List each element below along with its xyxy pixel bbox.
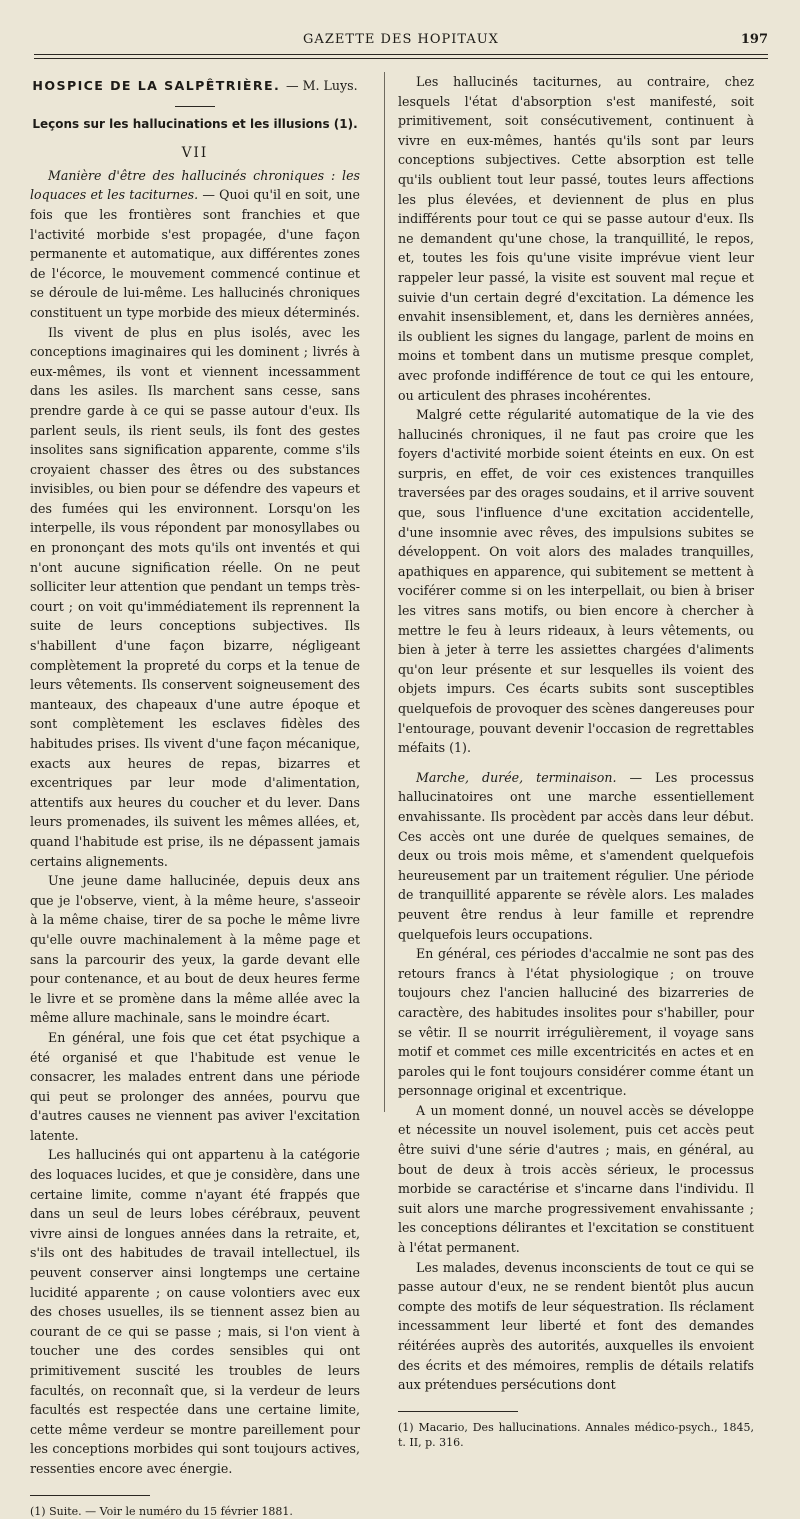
paragraph-heading: Marche, durée, terminaison. [416,769,617,785]
paragraph: Ils vivent de plus en plus isolés, avec les conceptions imaginaires qui les dominent ; livrés à eux-mêmes, ils vont et viennent incessamment dans les asiles. Ils marchent sans cesse, sans prendre garde à ce qui se passe autour d'eux. Ils parlent seuls, ils rient seuls, ils font des gestes insolites sans signification apparente, comme s'ils croyaient chasser des êtres ou des substances invisibles, ou bien pour se défendre des vapeurs et des fumées qui les environnent. Lorsqu'on les interpelle, ils vous répondent par monosyllabes ou en prononçant des mots qu'ils ont inventés et qui n'ont aucune signification réelle. On ne peut solliciter leur attention que pendant un temps très-court ; on voit qu'immédiatement ils reprennent la suite de leurs conceptions subjectives. Ils s'habillent d'une façon bizarre, négligeant complètement la propreté du corps et la tenue de leurs vêtements. Ils conservent soigneusement des manteaux, des chapeaux d'une autre époque et sont complètement les esclaves fidèles des habitudes prises. Ils vivent d'une façon mécanique, exacts aux heures de repas, bizarres et excentriques par leur mode d'alimentation, attentifs aux heures du coucher et du lever. Dans leurs promenades, ils suivent les mêmes allées, et, quand l'habitude est prise, ils ne dépassent jamais certains alignements. [30,324,360,869]
paragraph: En général, une fois que cet état psychique a été organisé et que l'habitude est venue le consacrer, les malades entrent dans une période qui peut se prolonger des années, pourvu que d'autres causes ne viennent pas aviver l'excitation latente. [30,1029,360,1143]
footnote-rule [398,1411,518,1412]
footnote-rule [30,1495,150,1496]
paragraph: Manière d'être des hallucinés chroniques : les loquaces et les taciturnes. — Quoi qu'il en soit, une fois que les frontières sont franchies et que l'activité morbide s'est propagée, d'une façon permanente et automatique, aux différentes zones de l'écorce, le mouvement commencé continue et se déroule de lui-même. Les hallucinés chroniques constituent un type morbide des mieux déterminés. [30,167,360,320]
column-divider [384,72,385,1112]
footnote: (1) Macario, Des hallucinations. Annales médico-psych., 1845, t. II, p. 316. [398,1420,754,1449]
section-title [30,76,360,96]
page-header [34,30,768,50]
journal-title: GAZETTE DES HOPITAUX [303,32,499,47]
paragraph: Les hallucinés taciturnes, au contraire, chez lesquels l'état d'absorption s'est manifesté, soit primitivement, soit consécutivement, continuent à vivre en eux-mêmes, hantés qu'ils sont par leurs conceptions subjectives. Cette absorption est telle qu'ils oublient tout leur passé, toutes leurs affections les plus élevées, et deviennent de plus en plus indifférents pour tout ce qui se passe autour d'eux. Ils ne demandent qu'une chose, la tranquillité, le repos, et, toutes les fois qu'une visite imprévue vient leur rappeler leur passé, la visite est souvent mal reçue et suivie d'un certain degré d'excitation. La démence les envahit insensiblement, et, dans les dernières années, ils oublient les signes du langage, parlent de moins en moins et tombent dans un mutisme presque complet, avec profonde indifférence de tout ce qui les entoure, ou articulent des phrases incohérentes. [398,74,754,403]
header-rule [34,54,768,55]
paragraph: Les malades, devenus inconscients de tout ce qui se passe autour d'eux, ne se rendent bientôt plus aucun compte des motifs de leur séquestration. Ils réclament incessamment leur liberté et font des demandes réitérées auprès des autorités, auxquelles ils envoient des écrits et des mémoires, remplis de détails relatifs aux prétendues persécutions dont [398,1259,754,1393]
paragraph: A un moment donné, un nouvel accès se développe et nécessite un nouvel isolement, puis cet accès peut être suivi d'une série d'autres ; mais, en général, au bout de deux à trois accès sérieux, le processus morbide se caractérise et s'incarne dans l'individu. Il suit alors une marche progressivement envahissante ; les conceptions délirantes et l'excitation se constituent à l'état permanent. [398,1102,754,1256]
header-rule-thin [34,58,768,59]
hospital-name: HOSPICE DE LA SALPÊTRIÈRE. [32,78,281,93]
page-number: 197 [740,32,768,47]
paragraph-heading: Manière d'être des hallucinés chroniques : les loquaces et les taciturnes. [30,167,360,203]
footnote: (1) Suite. — Voir le numéro du 15 février 1881. [30,1504,293,1518]
left-column [30,72,360,1519]
paragraph: Malgré cette régularité automatique de la vie des hallucinés chroniques, il ne faut pas croire que les foyers d'activité morbide soient éteints en eux. On est surpris, en effet, de voir ces existences tranquilles traversées par des orages soudains, et il arrive souvent que, sous l'influence d'une excitation accidentelle, d'une insomnie avec rêves, des impulsions subites se développent. On voit alors des malades tranquilles, apathiques en apparence, qui subitement se mettent à vociférer comme si on les interpellait, ou bien à briser les vitres sans motifs, ou bien encore à chercher à mettre le feu à leurs rideaux, à leurs vêtements, ou bien à jeter à terre les assiettes chargées d'aliments qu'on leur présente et sur lesquelles ils voient des objets impurs. Ces écarts subits sont susceptibles quelquefois de provoquer des scènes dangereuses pour l'entourage, pouvant devenir l'occasion de regrettables méfaits (1). [398,407,754,756]
chapter-number: VII [181,145,209,162]
paragraph: Une jeune dame hallucinée, depuis deux ans que je l'observe, vient, à la même heure, s'asseoir à la même chaise, tirer de sa poche le même livre qu'elle ouvre machinalement à la même page et sans la parcourir des yeux, la garde devant elle pour contenance, et au bout de deux heures ferme le livre et se promène dans la même allée avec la même allure machinale, sans le moindre écart. [30,873,360,1026]
author: — M. Luys. [286,78,358,93]
paragraph: Marche, durée, terminaison. — Les processus hallucinatoires ont une marche essentiellement envahissante. Ils procèdent par accès dans leur début. Ces accès ont une durée de quelques semaines, de deux ou trois mois même, et s'amendent quelquefois heureusement par un traitement régulier. Une période de tranquillité apparente se révèle alors. Les malades peuvent être rendus à leur famille et reprendre quelquefois leurs occupations. [398,769,754,942]
lecture-title: Leçons sur les hallucinations et les illusions (1). [32,116,358,131]
paragraph: En général, ces périodes d'accalmie ne sont pas des retours francs à l'état physiologique ; on trouve toujours chez l'ancien halluciné des bizarreries de caractère, des habitudes insolites pour s'habiller, pour se vêtir. Il se nourrit irrégulièrement, il voyage sans motif et commet ces mille excentricités en actes et en paroles qui le font toujours considérer comme étant un personnage original et excentrique. [398,946,754,1099]
title-rule [175,106,215,107]
paragraph: Les hallucinés qui ont appartenu à la catégorie des loquaces lucides, et que je considère, dans une certaine limite, comme n'ayant été frappés que dans un seul de leurs lobes cérébraux, peuvent vivre ainsi de longues années dans la retraite, et, s'ils ont des habitudes de travail intellectuel, ils peuvent conserver ainsi longtemps une certaine lucidité apparente ; on cause volontiers avec eux des choses usuelles, ils se tiennent assez bien au courant de ce qui se passe ; mais, si l'on vient à toucher une des cordes sensibles qui ont primitivement suscité les troubles de leurs facultés, on reconnaît que, si la verdeur de leurs facultés est respectée dans une certaine limite, cette même verdeur se montre pareillement pour les conceptions morbides qui sont toujours actives, ressenties encore avec énergie. [30,1147,360,1476]
right-column [398,72,754,1450]
